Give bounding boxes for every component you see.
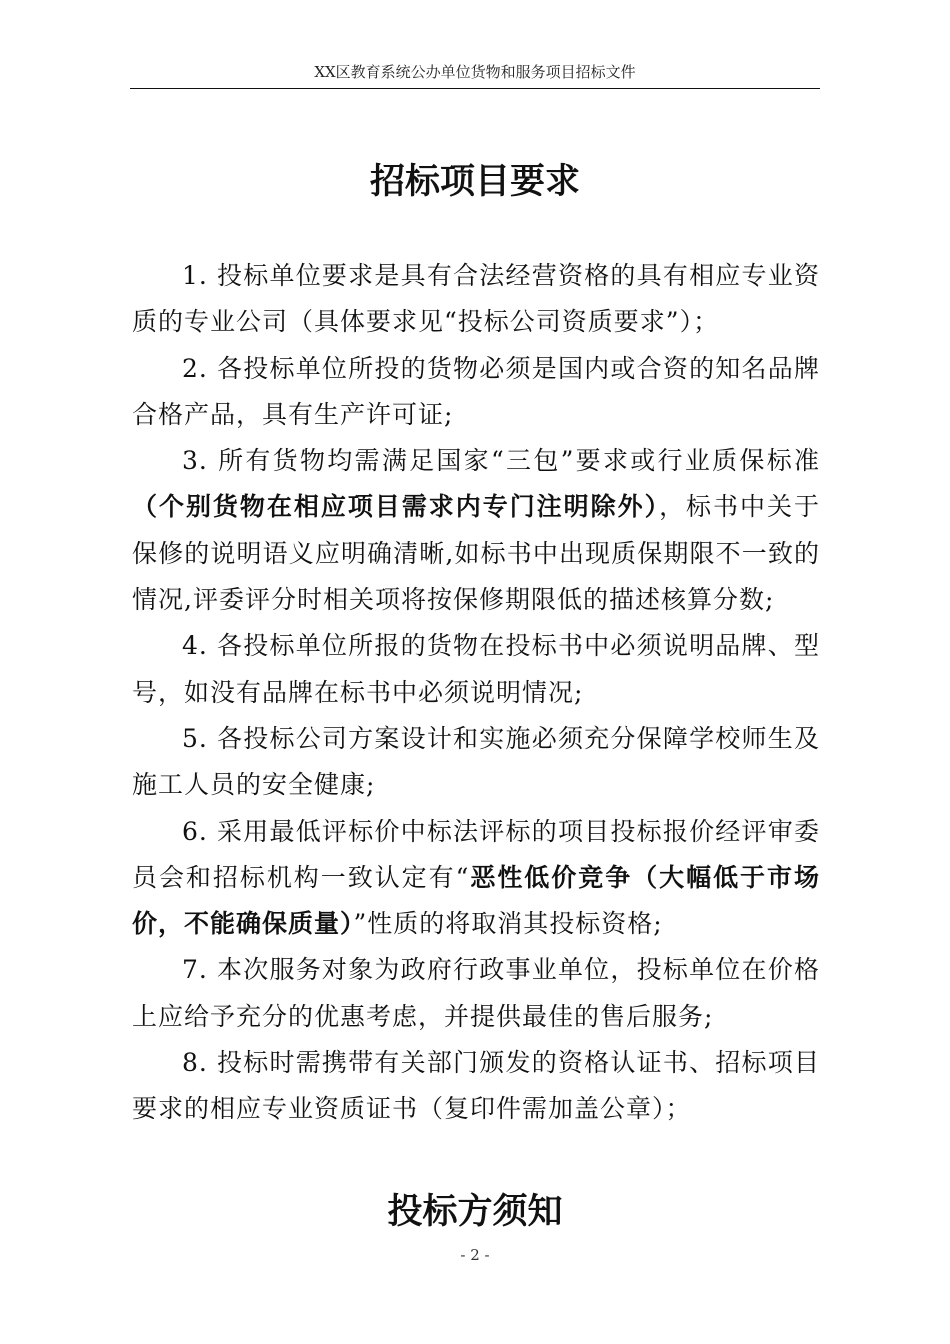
header-divider	[130, 88, 820, 89]
requirement-item-4: 4. 各投标单位所报的货物在投标书中必须说明品牌、型号，如没有品牌在标书中必须说明情况;	[132, 631, 820, 707]
requirement-item-7: 7. 本次服务对象为政府行政事业单位，投标单位在价格上应给予充分的优惠考虑，并提供最佳的售后服务;	[132, 955, 820, 1031]
requirement-item-3	[132, 438, 820, 623]
requirement-item-2: 2. 各投标单位所投的货物必须是国内或合资的知名品牌合格产品，具有生产许可证;	[132, 353, 820, 429]
requirement-item-5: 5. 各投标公司方案设计和实施必须充分保障学校师生及施工人员的安全健康;	[132, 723, 820, 800]
requirements-list	[132, 253, 820, 1133]
requirement-item-6-lead: 6. 采用最低评标价中标法评标的项目投标报价经评审委员会和招标机构一致认定有“	[132, 816, 820, 892]
requirement-item-3-rest: ，标书中关于保修的说明语义应明确清晰,如标书中出现质保期限不一致的情况,评委评分时相关项将按保修期限低的描述核算分数;	[132, 492, 820, 615]
page-number: - 2 -	[460, 1246, 490, 1264]
requirement-item-6-rest: ”性质的将取消其投标资格;	[353, 909, 663, 939]
section-title-bidder-notice: 投标方须知	[387, 1192, 563, 1232]
requirement-item-8: 8. 投标时需携带有关部门颁发的资格认证书、招标项目要求的相应专业资质证书（复印件需加盖公章）；	[132, 1048, 820, 1124]
running-header: XX区教育系统公办单位货物和服务项目招标文件	[314, 63, 636, 81]
requirement-item-3-lead: 3. 所有货物均需满足国家“三包”要求或行业质保标准	[182, 446, 820, 476]
requirement-item-6-emphasis: 恶性低价竞争（大幅低于市场价，不能确保质量）	[132, 862, 820, 939]
requirement-item-3-emphasis: （个别货物在相应项目需求内专门注明除外）	[132, 492, 660, 522]
requirement-item-1: 1. 投标单位要求是具有合法经营资格的具有相应专业资质的专业公司（具体要求见“投标公司资质要求”）；	[132, 261, 820, 337]
section-title-requirements: 招标项目要求	[369, 162, 580, 202]
requirement-item-6	[132, 809, 820, 948]
